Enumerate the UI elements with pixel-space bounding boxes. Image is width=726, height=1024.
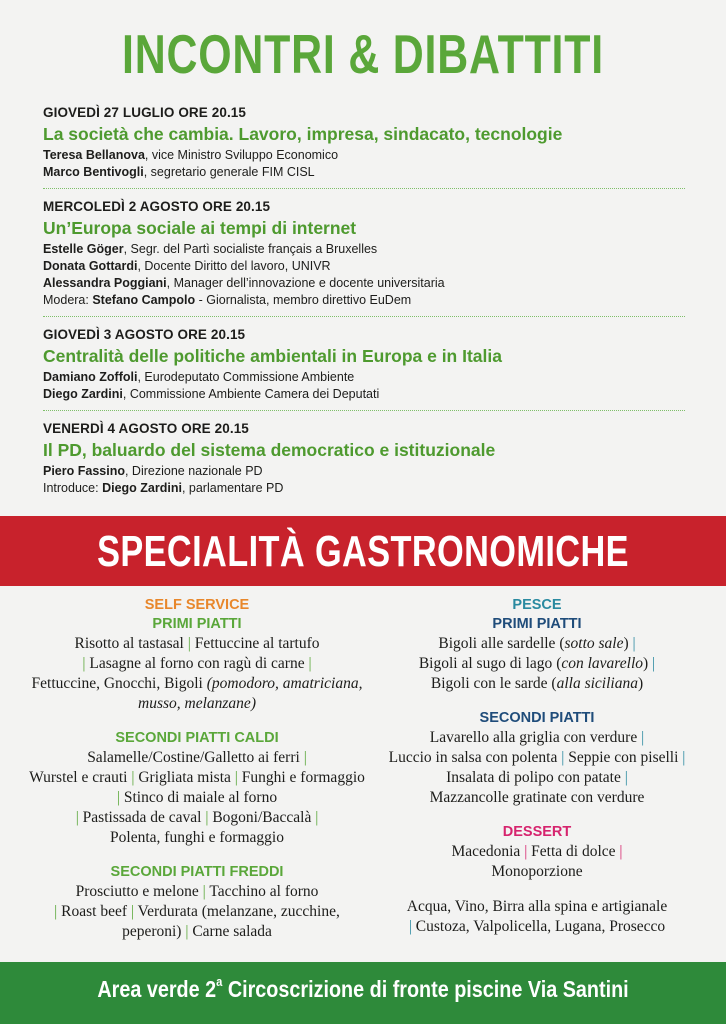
menu-line: | Roast beef | Verdurata (melanzane, zucchine, peperoni) | Carne salada xyxy=(54,903,340,940)
footer-superscript: a xyxy=(216,974,223,989)
menu-line xyxy=(28,828,366,848)
primi-pesce-heading: PRIMI PIATTI xyxy=(492,616,582,632)
speaker-desc: , Segr. del Partì socialiste français a Bruxelles xyxy=(123,242,378,256)
dessert-heading: DESSERT xyxy=(502,824,572,840)
speaker-desc: , Eurodeputato Commissione Ambiente xyxy=(137,370,355,384)
event-title: Il PD, baluardo del sistema democratico e istituzionale xyxy=(43,440,496,460)
speaker-desc: , Manager dell’innovazione e docente universitaria xyxy=(166,276,445,290)
dish: Wurstel e crauti xyxy=(29,769,128,786)
event-date: VENERDÌ 4 AGOSTO ORE 20.15 xyxy=(43,421,249,436)
secondi-pesce-heading: SECONDI PIATTI xyxy=(479,710,595,726)
dish: Bogoni/Baccalà xyxy=(212,809,312,826)
dish: Grigliata mista xyxy=(138,769,231,786)
dish: Verdurata (melanzane, zucchine, peperoni) xyxy=(122,903,340,940)
speaker-name: Alessandra Poggiani xyxy=(43,276,167,290)
speaker-desc: , parlamentare PD xyxy=(181,481,284,495)
dish: Polenta, funghi e formaggio xyxy=(110,829,284,846)
dish: Macedonia xyxy=(451,843,521,860)
event-title: Un’Europa sociale ai tempi di internet xyxy=(43,218,357,238)
footer-text-after: Circoscrizione di fronte piscine Via Santini xyxy=(222,976,629,1002)
menu-line: Risotto al tastasal | Fettuccine al tartufo xyxy=(74,635,320,652)
dish: Tacchino al forno xyxy=(209,883,319,900)
secondi-caldi-heading: SECONDI PIATTI CALDI xyxy=(115,730,279,746)
events-list xyxy=(43,105,685,514)
speaker-name: Teresa Bellanova xyxy=(43,148,145,162)
event-item xyxy=(43,421,685,504)
dish: Fettuccine, Gnocchi, Bigoli xyxy=(31,675,203,692)
speaker-line xyxy=(43,241,685,258)
main-title: INCONTRI & DIBATTITI xyxy=(122,23,604,85)
event-item xyxy=(43,327,685,411)
drinks-line: | Custoza, Valpolicella, Lugana, Prosecco xyxy=(408,918,666,935)
menu-line: Bigoli al sugo di lago (con lavarello) | xyxy=(418,655,656,672)
dish: Salamelle/Costine/Galletto ai ferri xyxy=(87,749,300,766)
dish: Pastissada de caval xyxy=(82,809,202,826)
speaker-name: Estelle Göger xyxy=(43,242,124,256)
speaker-name: Diego Zardini xyxy=(43,387,123,401)
dish: Insalata di polipo con patate xyxy=(446,769,621,786)
dish: Lavarello alla griglia con verdure xyxy=(429,729,638,746)
footer-text-before: Area verde 2 xyxy=(97,976,217,1002)
menu-line: Prosciutto e melone | Tacchino al forno xyxy=(75,883,319,900)
dish-note: alla siciliana xyxy=(556,675,638,692)
secondi-freddi-heading: SECONDI PIATTI FREDDI xyxy=(110,864,284,880)
event-title: La società che cambia. Lavoro, impresa, sindacato, tecnologie xyxy=(43,124,563,144)
moderator-prefix: Modera: xyxy=(43,293,93,307)
dish: Seppie con piselli xyxy=(568,749,679,766)
introducer-prefix: Introduce: xyxy=(43,481,103,495)
event-date: GIOVEDÌ 27 LUGLIO ORE 20.15 xyxy=(43,105,247,120)
primi-heading: PRIMI PIATTI xyxy=(152,616,242,632)
dish: Risotto al tastasal xyxy=(74,635,184,652)
speaker-desc: , Direzione nazionale PD xyxy=(124,464,263,478)
dish: Bigoli alle sardelle xyxy=(438,635,556,652)
dish: Fettuccine al tartufo xyxy=(194,635,320,652)
menu-line xyxy=(368,788,706,808)
event-item xyxy=(43,199,685,317)
menu-line: | Lasagne al forno con ragù di carne | xyxy=(82,655,312,672)
dish: Funghi e formaggio xyxy=(241,769,365,786)
dish: Mazzancolle gratinate con verdure xyxy=(429,789,645,806)
speaker-line xyxy=(43,369,685,386)
speaker-line xyxy=(43,275,685,292)
drinks-line: Acqua, Vino, Birra alla spina e artigianale xyxy=(406,898,668,915)
event-title: Centralità delle politiche ambientali in Europa e in Italia xyxy=(43,346,502,366)
menu-line: Macedonia | Fetta di dolce | xyxy=(451,843,623,860)
speaker-name: Diego Zardini xyxy=(102,481,182,495)
self-service-heading: SELF SERVICE xyxy=(144,597,250,613)
menu-line: Bigoli alle sardelle (sotto sale) | xyxy=(438,635,636,652)
event-date: MERCOLEDÌ 2 AGOSTO ORE 20.15 xyxy=(43,199,271,214)
speaker-name: Damiano Zoffoli xyxy=(43,370,138,384)
speaker-name: Donata Gottardi xyxy=(43,259,138,273)
dish-note: sotto sale xyxy=(564,635,624,652)
menu-line xyxy=(368,862,706,882)
menu-line xyxy=(28,674,366,714)
speaker-name: Marco Bentivogli xyxy=(43,165,144,179)
event-date: GIOVEDÌ 3 AGOSTO ORE 20.15 xyxy=(43,327,246,342)
menu-line: Wurstel e crauti | Grigliata mista | Funghi e formaggio | Stinco di maiale al forno xyxy=(29,769,365,806)
menu-line: Lavarello alla griglia con verdure | xyxy=(429,729,645,746)
menu-left-column xyxy=(28,596,366,942)
dish: Prosciutto e melone xyxy=(75,883,199,900)
dish: Carne salada xyxy=(192,923,272,940)
dish: Stinco di maiale al forno xyxy=(123,789,278,806)
speaker-desc: , vice Ministro Sviluppo Economico xyxy=(144,148,339,162)
speaker-desc: - Giornalista, membro direttivo EuDem xyxy=(195,293,412,307)
dish-note: con lavarello xyxy=(561,655,643,672)
dish: Fetta di dolce xyxy=(531,843,616,860)
pesce-heading: PESCE xyxy=(512,597,562,613)
menu-line: | Pastissada de caval | Bogoni/Baccalà | xyxy=(75,809,319,826)
speaker-line xyxy=(43,386,685,403)
menu-right-column xyxy=(368,596,706,937)
dish: Bigoli con le sarde xyxy=(430,675,548,692)
dish: Monoporzione xyxy=(491,863,583,880)
introducer-line xyxy=(43,480,685,497)
food-title: SPECIALITÀ GASTRONOMICHE xyxy=(97,527,629,576)
dish: Lasagne al forno con ragù di carne xyxy=(89,655,305,672)
speaker-line xyxy=(43,147,685,164)
speaker-desc: , Commissione Ambiente Camera dei Deputati xyxy=(122,387,380,401)
speaker-name: Piero Fassino xyxy=(43,464,125,478)
moderator-line xyxy=(43,292,685,309)
speaker-line xyxy=(43,258,685,275)
menu-line: Luccio in salsa con polenta | Seppie con piselli | Insalata di polipo con patate | xyxy=(388,749,686,786)
event-item xyxy=(43,105,685,189)
drinks-wines: Custoza, Valpolicella, Lugana, Prosecco xyxy=(415,918,666,935)
menu-line: Salamelle/Costine/Galletto ai ferri | xyxy=(87,749,307,766)
dish: Bigoli al sugo di lago xyxy=(418,655,553,672)
speaker-desc: , Docente Diritto del lavoro, UNIVR xyxy=(137,259,331,273)
menu-line: Bigoli con le sarde (alla siciliana) xyxy=(430,675,644,692)
dish-note: (pomodoro, amatriciana, musso, melanzane) xyxy=(138,675,363,712)
speaker-line xyxy=(43,463,685,480)
speaker-desc: , segretario generale FIM CISL xyxy=(143,165,315,179)
dish: Roast beef xyxy=(61,903,127,920)
footer-location xyxy=(51,975,675,1003)
dish: Luccio in salsa con polenta xyxy=(388,749,558,766)
speaker-name: Stefano Campolo xyxy=(92,293,196,307)
speaker-line xyxy=(43,164,685,181)
